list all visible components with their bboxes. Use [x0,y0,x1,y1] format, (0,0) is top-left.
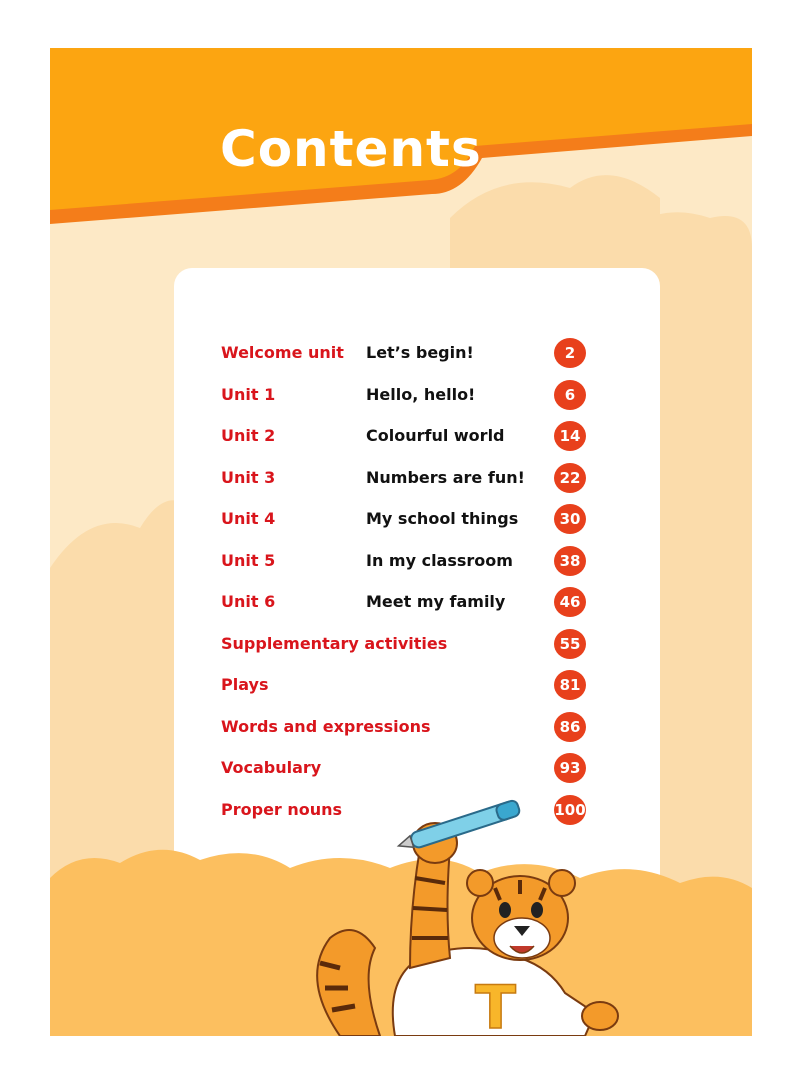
page-number-badge: 93 [554,753,586,783]
unit-label: Words and expressions [221,716,431,736]
pen-icon [396,799,521,853]
unit-title: Hello, hello! [366,384,476,404]
contents-page [50,48,752,1036]
page-number-badge: 55 [554,629,586,659]
page-number-badge: 86 [554,712,586,742]
tiger-right-hand [582,1002,618,1030]
page-number-badge: 100 [554,795,586,825]
page-title: Contents [220,120,482,178]
page-number-badge: 2 [554,338,586,368]
unit-label: Unit 1 [221,384,276,404]
unit-label: Supplementary activities [221,633,448,653]
unit-label: Unit 4 [221,509,276,528]
page-number-badge: 81 [554,670,586,700]
unit-title: Colourful world [366,426,505,445]
unit-title: Let’s begin! [366,343,474,362]
unit-title: In my classroom [366,550,513,570]
page-number-badge: 46 [554,587,586,617]
unit-label: Proper nouns [221,799,343,819]
tiger-mascot-icon [300,788,630,1036]
page-number-badge: 30 [554,504,586,534]
unit-label: Unit 3 [221,467,276,487]
unit-label: Unit 6 [221,592,276,611]
unit-label: Plays [221,675,269,694]
unit-label: Vocabulary [221,758,322,777]
tiger-head [467,870,575,960]
page-number-badge: 22 [554,463,586,493]
unit-title: My school things [366,509,519,528]
unit-label: Unit 5 [221,550,276,570]
unit-title: Meet my family [366,592,506,611]
page-number-badge: 14 [554,421,586,451]
shirt-letter: T [475,973,516,1036]
page-number-badge: 38 [554,546,586,576]
page-number-badge: 6 [554,380,586,410]
unit-label: Unit 2 [221,426,276,445]
unit-label: Welcome unit [221,343,344,362]
tiger-tail [317,930,380,1036]
unit-title: Numbers are fun! [366,467,525,487]
